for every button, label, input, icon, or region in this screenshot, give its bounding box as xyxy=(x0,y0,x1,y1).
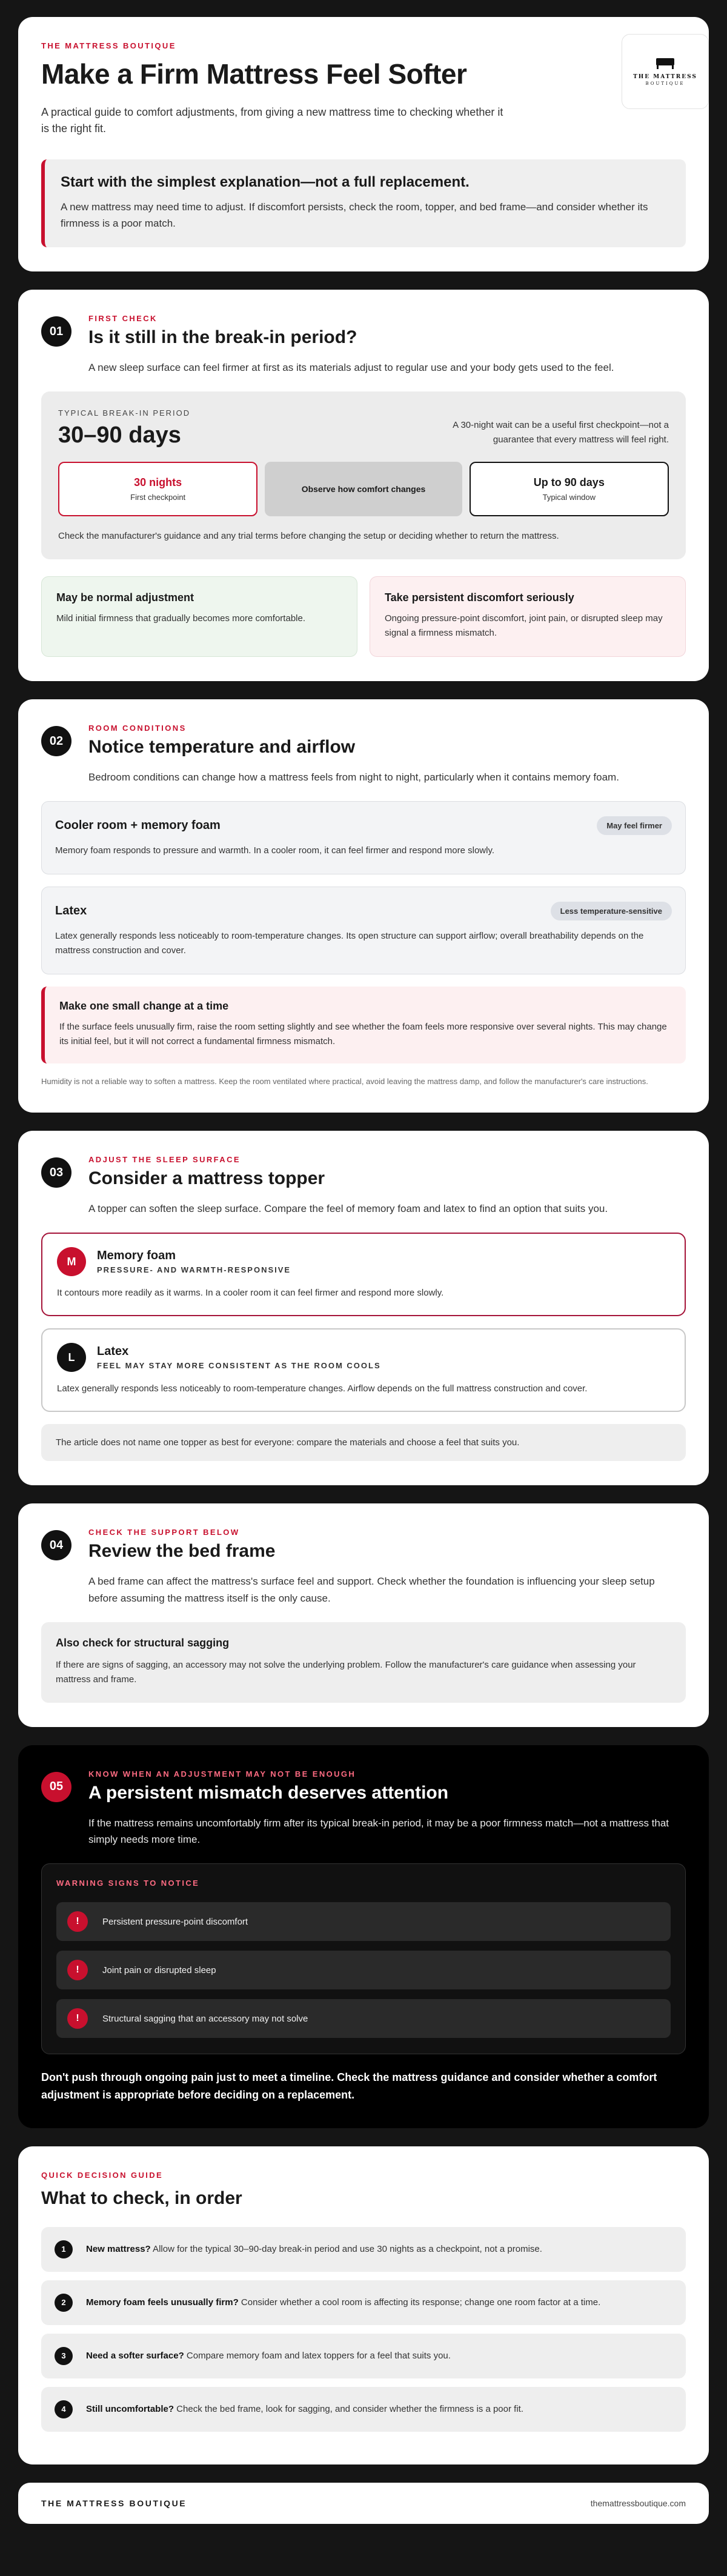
period-note: A 30-night wait can be a useful first checkpoint—not a guarantee that every mattress will feel right. xyxy=(453,420,669,445)
memory-foam-badge: M xyxy=(57,1247,86,1276)
memory-foam-card xyxy=(41,801,686,874)
section-room-conditions xyxy=(18,699,709,1113)
section-intro: A topper can soften the sleep surface. Compare the feel of memory foam and latex to find an option that suits you. xyxy=(88,1203,608,1215)
page-subtitle: A practical guide to comfort adjustments, from giving a new mattress time to checking whether it is the right fit. xyxy=(41,105,503,135)
status-badge: Less temperature-sensitive xyxy=(551,902,672,920)
bed-icon xyxy=(655,57,676,69)
footer xyxy=(18,2483,709,2524)
box-text: Mild initial firmness that gradually becomes more comfortable. xyxy=(56,613,305,624)
step-text xyxy=(86,2404,523,2414)
break-in-panel xyxy=(41,391,686,559)
step-number: 2 xyxy=(55,2294,73,2312)
humidity-note: Humidity is not a reliable way to soften a mattress. Keep the room ventilated where practical, avoid leaving the mattress damp, and follow the manufacturer's care instructions. xyxy=(41,1077,648,1087)
tip-title: Make one small change at a time xyxy=(59,1000,229,1013)
guide-step xyxy=(41,2334,686,2378)
section-break-in xyxy=(18,290,709,681)
box-title: Take persistent discomfort seriously xyxy=(385,591,574,604)
step-answer: Consider whether a cool room is affecting its response; change one room factor at a time. xyxy=(238,2297,601,2308)
latex-card xyxy=(41,887,686,974)
section-title: Notice temperature and airflow xyxy=(88,737,356,757)
section-eyebrow: ADJUST THE SLEEP SURFACE xyxy=(88,1155,241,1165)
alert-icon: ! xyxy=(67,2008,88,2029)
card-title: Cooler room + memory foam xyxy=(55,819,221,833)
guide-step xyxy=(41,2280,686,2325)
section-intro: A new sleep surface can feel firmer at first as its materials adjust to regular use and your body gets used to the feel. xyxy=(88,362,614,374)
card-title: Latex xyxy=(55,904,87,918)
break-in-footnote: Check the manufacturer's guidance and any trial terms before changing the setup or deciding whether to return the mattress. xyxy=(58,531,559,542)
section-eyebrow: CHECK THE SUPPORT BELOW xyxy=(88,1528,240,1537)
alert-icon: ! xyxy=(67,1960,88,1980)
observe-chip xyxy=(265,462,462,516)
step-number: 03 xyxy=(41,1157,71,1188)
box-text: If there are signs of sagging, an accessory may not solve the underlying problem. Follow the manufacturer's care guidance when assessing your mattress and frame. xyxy=(56,1659,636,1685)
brand-eyebrow: THE MATTRESS BOUTIQUE xyxy=(41,41,176,50)
step-text xyxy=(86,2244,542,2254)
section-topper xyxy=(18,1131,709,1485)
section-title: Is it still in the break-in period? xyxy=(88,327,357,348)
guide-title: What to check, in order xyxy=(41,2188,242,2208)
footer-url-link[interactable]: themattressboutique.com xyxy=(590,2498,686,2508)
card-text: Memory foam responds to pressure and warmth. In a cooler room, it can feel firmer and respond more slowly. xyxy=(55,845,495,856)
lead-callout xyxy=(41,159,686,247)
card-text: Latex generally responds less noticeably to room-temperature changes. Its open structure can support airflow; overall breathability depends on the mattress construction and cover. xyxy=(55,931,644,956)
option-tag: PRESSURE- AND WARMTH-RESPONSIVE xyxy=(97,1265,291,1275)
window-chip xyxy=(470,462,669,516)
period-value: 30–90 days xyxy=(58,422,181,448)
footer-brand: THE MATTRESS BOUTIQUE xyxy=(41,2498,187,2508)
section-eyebrow: FIRST CHECK xyxy=(88,314,158,324)
section-eyebrow: KNOW WHEN AN ADJUSTMENT MAY NOT BE ENOUGH xyxy=(88,1769,356,1779)
guide-eyebrow: QUICK DECISION GUIDE xyxy=(41,2170,164,2180)
chip-subtitle: Typical window xyxy=(542,493,596,502)
one-change-tip xyxy=(41,987,686,1063)
lead-text: A new mattress may need time to adjust. If discomfort persists, check the room, topper, and bed frame—and consider whether its firmness is a poor match. xyxy=(61,201,648,229)
section-title: A persistent mismatch deserves attention xyxy=(88,1782,449,1803)
checkpoint-chip xyxy=(58,462,257,516)
warning-text: Joint pain or disrupted sleep xyxy=(102,1965,216,1975)
persistent-discomfort-box xyxy=(370,576,686,657)
warning-signs-panel xyxy=(41,1863,686,2054)
step-answer: Check the bed frame, look for sagging, and consider whether the firmness is a poor fit. xyxy=(174,2404,523,2415)
page-title: Make a Firm Mattress Feel Softer xyxy=(41,58,467,90)
option-title: Latex xyxy=(97,1345,129,1359)
step-question: Memory foam feels unusually firm? xyxy=(86,2297,239,2308)
warning-title: WARNING SIGNS TO NOTICE xyxy=(56,1879,200,1888)
alert-icon: ! xyxy=(67,1911,88,1932)
step-text xyxy=(86,2351,451,2361)
logo-text-bottom: BOUTIQUE xyxy=(645,81,685,86)
tip-text: If the surface feels unusually firm, raise the room setting slightly and see whether the foam feels more responsive over several nights. This may change its initial feel, but it will not correct a fundamental firmness mismatch. xyxy=(59,1022,667,1047)
section-title: Consider a mattress topper xyxy=(88,1168,325,1189)
option-text: Latex generally responds less noticeably to room-temperature changes. Airflow depends on the full mattress construction and cover. xyxy=(57,1383,588,1394)
step-text xyxy=(86,2297,600,2308)
warning-text: Persistent pressure-point discomfort xyxy=(102,1916,248,1927)
step-number: 3 xyxy=(55,2347,73,2365)
step-answer: Allow for the typical 30–90-day break-in period and use 30 nights as a checkpoint, not a promise. xyxy=(150,2244,542,2255)
period-label: TYPICAL BREAK-IN PERIOD xyxy=(58,408,191,418)
latex-option[interactable] xyxy=(41,1328,686,1412)
memory-foam-option[interactable] xyxy=(41,1233,686,1316)
box-title: Also check for structural sagging xyxy=(56,1636,230,1649)
sagging-box xyxy=(41,1622,686,1703)
section-intro: If the mattress remains uncomfortably firm after its typical break-in period, it may be a poor firmness match—not a mattress that simply needs more time. xyxy=(88,1817,669,1845)
step-number: 1 xyxy=(55,2240,73,2258)
chip-subtitle: First checkpoint xyxy=(130,493,186,502)
logo-text-top: THE MATTRESS xyxy=(633,74,697,80)
normal-adjustment-box xyxy=(41,576,357,657)
closing-statement: Don't push through ongoing pain just to meet a timeline. Check the mattress guidance and consider whether a comfort adjustment is appropriate before deciding on a replacement. xyxy=(41,2071,657,2101)
header-card xyxy=(18,17,709,271)
step-number: 4 xyxy=(55,2400,73,2418)
chip-title: Observe how comfort changes xyxy=(301,484,426,494)
box-text: Ongoing pressure-point discomfort, joint pain, or disrupted sleep may signal a firmness mismatch. xyxy=(385,613,663,639)
step-answer: Compare memory foam and latex toppers for a feel that suits you. xyxy=(184,2351,451,2361)
warning-item xyxy=(56,1999,671,2038)
status-badge: May feel firmer xyxy=(597,816,672,835)
section-title: Review the bed frame xyxy=(88,1541,276,1562)
step-question: New mattress? xyxy=(86,2244,151,2255)
quick-decision-guide xyxy=(18,2146,709,2465)
step-number: 04 xyxy=(41,1530,71,1560)
warning-item xyxy=(56,1951,671,1989)
section-mismatch xyxy=(18,1745,709,2128)
section-eyebrow: ROOM CONDITIONS xyxy=(88,724,187,733)
latex-badge: L xyxy=(57,1343,86,1372)
warning-text: Structural sagging that an accessory may not solve xyxy=(102,2013,308,2024)
topper-note: The article does not name one topper as best for everyone: compare the materials and choose a feel that suits you. xyxy=(41,1424,686,1461)
section-intro: Bedroom conditions can change how a mattress feels from night to night, particularly when it contains memory foam. xyxy=(88,771,619,784)
guide-step xyxy=(41,2227,686,2272)
box-title: May be normal adjustment xyxy=(56,591,194,604)
step-question: Need a softer surface? xyxy=(86,2351,184,2361)
section-bed-frame xyxy=(18,1503,709,1726)
chip-title: 30 nights xyxy=(134,476,182,489)
option-title: Memory foam xyxy=(97,1249,176,1263)
warning-item xyxy=(56,1902,671,1941)
chip-title: Up to 90 days xyxy=(533,476,605,489)
lead-title: Start with the simplest explanation—not a full replacement. xyxy=(61,174,470,191)
step-question: Still uncomfortable? xyxy=(86,2404,174,2415)
step-number: 01 xyxy=(41,316,71,347)
guide-step xyxy=(41,2387,686,2432)
section-intro: A bed frame can affect the mattress's surface feel and support. Check whether the foundation is influencing your sleep setup before assuming the mattress itself is the only cause. xyxy=(88,1576,655,1604)
brand-logo[interactable] xyxy=(622,34,709,109)
option-text: It contours more readily as it warms. In a cooler room it can feel firmer and respond more slowly. xyxy=(57,1288,444,1299)
step-number: 05 xyxy=(41,1772,71,1802)
option-tag: FEEL MAY STAY MORE CONSISTENT AS THE ROOM COOLS xyxy=(97,1361,381,1371)
step-number: 02 xyxy=(41,726,71,756)
